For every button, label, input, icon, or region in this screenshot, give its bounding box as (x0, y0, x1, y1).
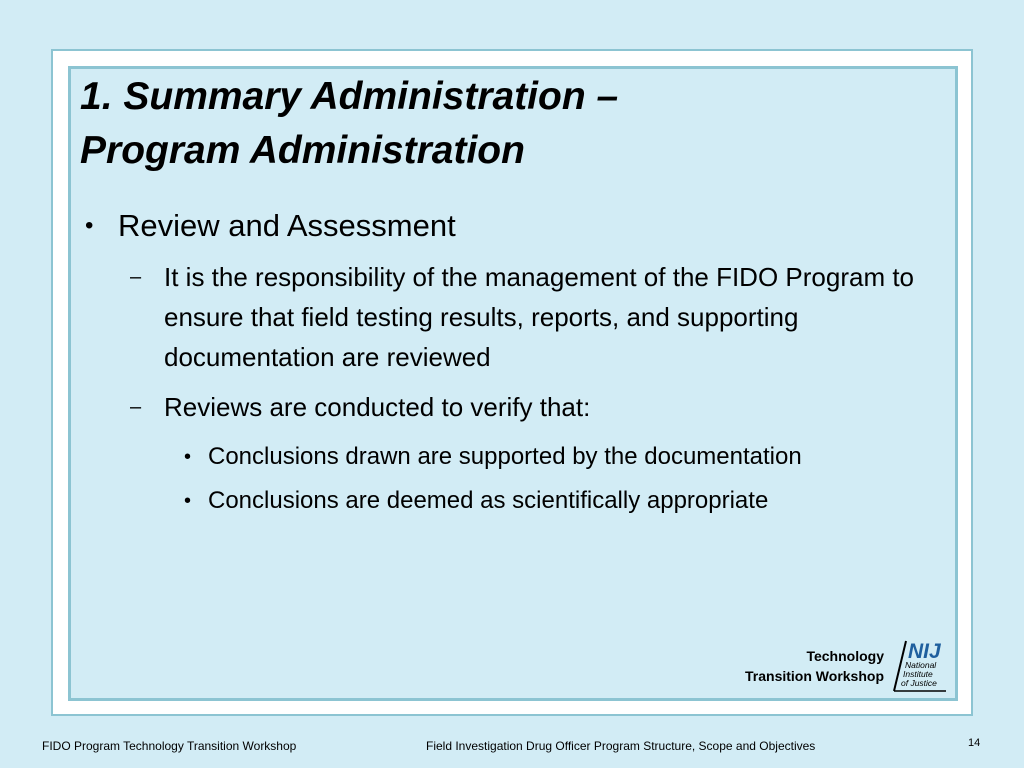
slide-title (80, 70, 940, 178)
dash-bullet-icon: – (130, 266, 142, 288)
slide-title-line-2: Program Administration (80, 129, 525, 172)
nij-line-1: National (905, 660, 937, 670)
bullet-dot-icon: • (85, 212, 94, 239)
slide-title-line-1: 1. Summary Administration – (80, 75, 619, 118)
page-number: 14 (968, 737, 981, 749)
sub-bullet-reviews (80, 387, 960, 427)
sub-bullet-list (80, 257, 960, 523)
branding-line-1: Technology (806, 648, 884, 664)
sub-bullet-text: It is the responsibility of the management of the FIDO Program to ensure that field testing results, reports, and supporting documentation are reviewed (164, 262, 915, 372)
branding-line-2: Transition Workshop (745, 668, 884, 684)
sub-bullet-text: Reviews are conducted to verify that: (164, 392, 591, 422)
bullet-dot-icon: • (184, 490, 192, 512)
sub-bullet-responsibility (80, 257, 960, 377)
nij-logo (890, 638, 952, 694)
footer-left-text: FIDO Program Technology Transition Workshop (42, 739, 297, 753)
sub-sub-bullet-text: Conclusions are deemed as scientifically appropriate (208, 487, 769, 514)
dash-bullet-icon: – (130, 396, 142, 418)
sub-sub-bullet-text: Conclusions drawn are supported by the documentation (208, 443, 802, 470)
nij-line-3: of Justice (901, 678, 937, 688)
sub-sub-bullet-appropriate (80, 479, 960, 523)
sub-sub-bullet-supported (80, 435, 960, 479)
bullet-text: Review and Assessment (118, 208, 456, 243)
slide-body (80, 205, 960, 523)
bullet-review-and-assessment (80, 205, 960, 247)
nij-acronym: NIJ (908, 640, 941, 663)
nij-line-2: Institute (903, 669, 933, 679)
bullet-dot-icon: • (184, 446, 192, 468)
footer-center-text: Field Investigation Drug Officer Program Structure, Scope and Objectives (426, 739, 816, 753)
workshop-branding (745, 646, 884, 686)
sub-sub-bullet-list (80, 435, 960, 523)
